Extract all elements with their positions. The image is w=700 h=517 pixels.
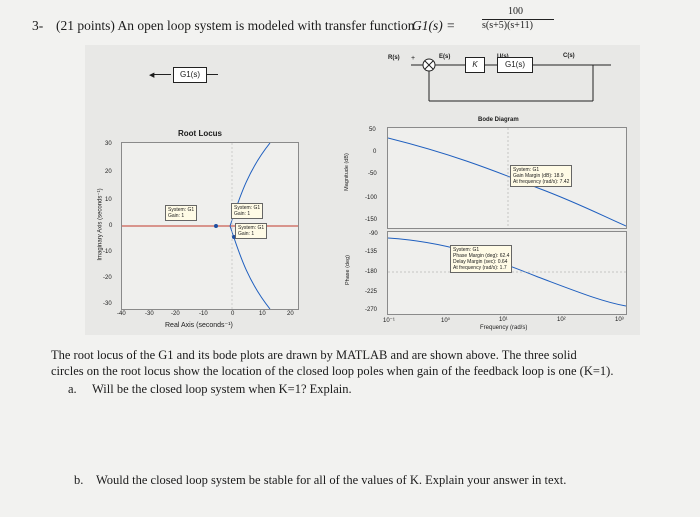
mag-tick-m150: -150 <box>365 217 378 223</box>
rl-xtick-m30: -30 <box>145 311 154 317</box>
tf-numerator: 100 <box>508 6 523 17</box>
phase-tick-m180: -180 <box>365 269 378 275</box>
signal-r: R(s) <box>388 55 400 61</box>
plant-block-g1: G1(s) <box>497 57 533 73</box>
rl-ytick-30: 30 <box>105 141 112 147</box>
freq-tick-5: 10³ <box>615 317 624 323</box>
rl-ytick-m10: -10 <box>103 249 112 255</box>
matlab-figure <box>85 45 640 335</box>
rl-ytick-0: 0 <box>109 223 113 229</box>
tooltip-gain-margin: System: G1 Gain Margin (dB): 18.9 At frequency (rad/s): 7.42 <box>510 165 572 187</box>
tooltip-gain-right-bottom: System: G1 Gain: 1 <box>235 223 267 239</box>
rl-ylabel: Imaginary Axis (seconds⁻¹) <box>97 188 104 261</box>
rl-ytick-10: 10 <box>105 197 112 203</box>
rl-xtick-0: 0 <box>231 311 235 317</box>
mag-tick-m50: -50 <box>368 171 377 177</box>
tooltip-gain-left: System: G1 Gain: 1 <box>165 205 197 221</box>
bode-mag-svg <box>388 128 626 228</box>
bode-magnitude-plot <box>387 127 627 229</box>
paragraph-line-1: The root locus of the G1 and its bode plots are drawn by MATLAB and are shown above. The three solid <box>51 348 577 362</box>
closed-loop-pole-1 <box>214 224 218 228</box>
mag-tick-0: 0 <box>373 149 377 155</box>
phase-tick-m135: -135 <box>365 249 378 255</box>
freq-tick-3: 10¹ <box>499 317 508 323</box>
question-prompt: (21 points) An open loop system is modeled with transfer function <box>56 18 415 33</box>
mag-tick-m100: -100 <box>365 195 378 201</box>
rl-ytick-m20: -20 <box>103 275 112 281</box>
bode-mag-ylabel: Magnitude (dB) <box>344 153 350 191</box>
signal-e: E(s) <box>439 54 451 60</box>
freq-tick-2: 10⁰ <box>441 318 451 324</box>
tf-denominator: s(s+5)(s+11) <box>482 20 533 31</box>
rl-xtick-10: 10 <box>259 311 266 317</box>
rl-xtick-m10: -10 <box>199 311 208 317</box>
transfer-function-lhs: G1(s) = <box>412 18 456 33</box>
bode-title: Bode Diagram <box>478 117 519 123</box>
rl-ytick-m30: -30 <box>103 301 112 307</box>
question-number: 3- <box>32 18 44 33</box>
arrow-icon: ◀ <box>149 71 155 79</box>
rl-xtick-m20: -20 <box>171 311 180 317</box>
root-locus-plot <box>121 142 299 310</box>
bode-phase-plot <box>387 231 627 315</box>
mag-tick-50: 50 <box>369 127 376 133</box>
gain-block-k: K <box>465 57 485 73</box>
sum-plus-sign: + <box>411 55 416 62</box>
phase-tick-m225: -225 <box>365 289 378 295</box>
part-b-question: Would the closed loop system be stable for all of the values of K. Explain your answer in text. <box>96 473 567 487</box>
tooltip-gain-right-top: System: G1 Gain: 1 <box>231 203 263 219</box>
rl-xlabel: Real Axis (seconds⁻¹) <box>165 322 233 329</box>
signal-c: C(s) <box>563 53 575 59</box>
freq-tick-4: 10² <box>557 317 566 323</box>
part-a-question: Will be the closed loop system when K=1? Explain. <box>92 382 352 396</box>
rl-xtick-m40: -40 <box>117 311 126 317</box>
tooltip-phase-margin: System: G1 Phase Margin (deg): 62.4 Delay Margin (sec): 0.64 At frequency (rad/s): 1.7 <box>450 245 512 273</box>
small-block-output-line <box>206 74 218 75</box>
root-locus-title: Root Locus <box>178 129 222 138</box>
part-b-label: b. <box>74 473 84 487</box>
freq-tick-1: 10⁻¹ <box>383 318 395 324</box>
rl-xtick-20: 20 <box>287 311 294 317</box>
bode-xlabel: Frequency (rad/s) <box>480 325 528 331</box>
small-g1-block: G1(s) <box>173 67 207 83</box>
root-locus-svg <box>122 143 298 309</box>
rl-ytick-20: 20 <box>105 169 112 175</box>
magnitude-curve <box>388 138 626 226</box>
small-block-input-line <box>153 74 171 75</box>
bode-phase-ylabel: Phase (deg) <box>345 255 351 285</box>
part-a-label: a. <box>68 382 77 396</box>
phase-tick-m270: -270 <box>365 307 378 313</box>
paragraph-line-2: circles on the root locus show the location of the closed loop poles when gain of the feedback loop is one (K=1). <box>51 364 614 378</box>
phase-tick-m90: -90 <box>369 231 378 237</box>
